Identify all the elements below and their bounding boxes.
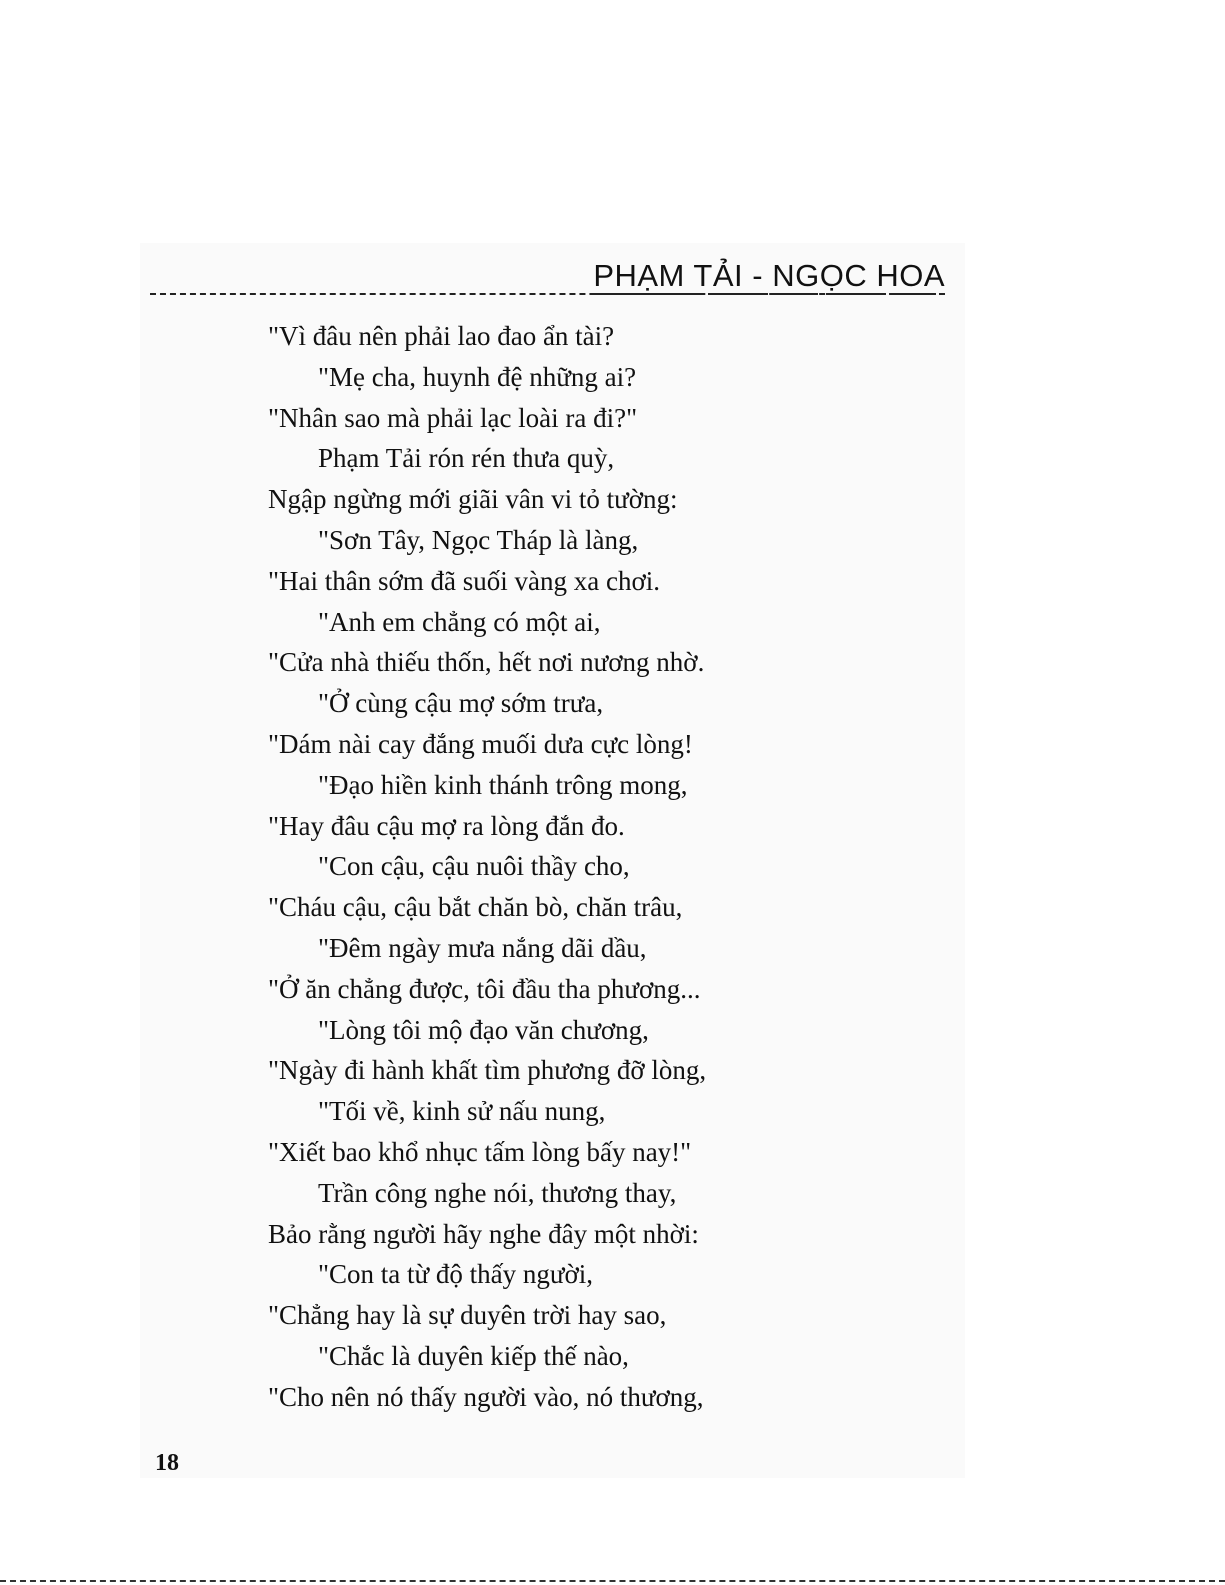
poem-line: "Hai thân sớm đã suối vàng xa chơi. — [268, 565, 661, 596]
poem-line: "Dám nài cay đắng muối dưa cực lòng! — [268, 728, 693, 759]
poem-line: "Mẹ cha, huynh đệ những ai? — [318, 361, 637, 392]
poem-line: "Xiết bao khổ nhục tấm lòng bấy nay!" — [268, 1136, 692, 1167]
poem-line: "Con cậu, cậu nuôi thầy cho, — [318, 851, 630, 882]
poem-line: "Chắc là duyên kiếp thế nào, — [318, 1340, 629, 1371]
poem-line: "Ngày đi hành khất tìm phương đỡ lòng, — [268, 1055, 707, 1086]
poem-line: "Cho nên nó thấy người vào, nó thương, — [268, 1381, 704, 1412]
poem-line: "Ở cùng cậu mợ sớm trưa, — [318, 688, 604, 719]
page-number: 18 — [155, 1450, 179, 1476]
poem-line: "Đêm ngày mưa nắng dãi dầu, — [318, 932, 647, 963]
poem-line: "Đạo hiền kinh thánh trông mong, — [318, 769, 688, 800]
poem-line: "Nhân sao mà phải lạc loài ra đi?" — [268, 402, 638, 433]
poem-line: "Con ta từ độ thấy người, — [318, 1259, 594, 1290]
poem-body — [268, 316, 706, 1418]
poem-line: "Hay đâu cậu mợ ra lòng đắn đo. — [268, 810, 625, 841]
poem-line: "Cửa nhà thiếu thốn, hết nơi nương nhờ. — [268, 647, 705, 678]
poem-line: "Sơn Tây, Ngọc Tháp là làng, — [318, 524, 639, 555]
header-rule-accent — [590, 293, 945, 295]
poem-line: "Chẳng hay là sự duyên trời hay sao, — [268, 1300, 667, 1331]
poem-line: "Vì đâu nên phải lao đao ẩn tài? — [268, 321, 615, 351]
poem-line: "Anh em chẳng có một ai, — [318, 606, 601, 637]
running-title: PHẠM TẢI - NGỌC HOA — [593, 258, 945, 293]
poem-line: "Tối về, kinh sử nấu nung, — [318, 1096, 606, 1127]
poem-line: Bảo rằng người hãy nghe đây một nhời: — [268, 1218, 699, 1249]
poem-line: "Lòng tôi mộ đạo văn chương, — [318, 1014, 649, 1045]
poem-line: "Ở ăn chẳng được, tôi đầu tha phương... — [268, 973, 701, 1004]
poem-line: "Cháu cậu, cậu bắt chăn bò, chăn trâu, — [268, 892, 683, 923]
poem-line: Ngập ngừng mới giãi vân vi tỏ tường: — [268, 484, 678, 515]
bottom-edge-rule — [0, 1580, 1225, 1584]
poem-line: Trần công nghe nói, thương thay, — [318, 1177, 677, 1208]
poem-line: Phạm Tải rón rén thưa quỳ, — [318, 443, 615, 474]
